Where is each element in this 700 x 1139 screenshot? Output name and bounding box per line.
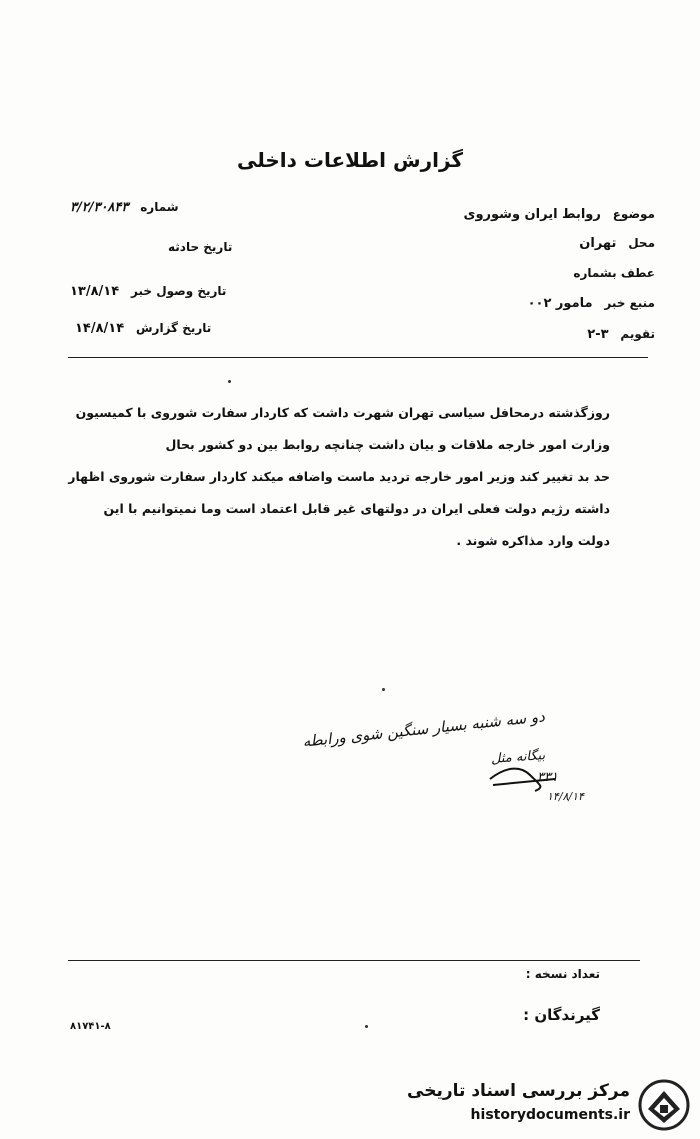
handwritten-line-2: بیگانه مثل <box>490 748 546 767</box>
body-line: وزارت امور خارجه ملاقات و بیان داشت چنانچه روابط بین دو کشور بحال <box>165 437 610 452</box>
subject-value: روابط ایران وشوروی <box>463 207 601 222</box>
body-line: داشته رژیم دولت فعلی ایران در دولتهای غیر قابل اعتماد است وما نمیتوانیم با این <box>103 501 610 516</box>
watermark-url: historydocuments.ir <box>470 1107 630 1123</box>
subject-field <box>464 207 655 222</box>
number-field <box>70 200 179 215</box>
reference-label: عطف بشماره <box>573 266 655 280</box>
watermark-logo <box>407 1075 692 1133</box>
stray-dot <box>228 380 231 383</box>
copies-field: تعداد نسخه : <box>525 967 600 981</box>
news-received-date-field <box>70 284 226 299</box>
source-value: مامور ۰۰۲ <box>527 296 593 311</box>
source-field <box>528 296 655 311</box>
location-label: محل <box>628 236 655 250</box>
news-received-date-label: تاریخ وصول خبر <box>131 284 227 298</box>
body-line: دولت وارد مذاکره شوند . <box>456 533 610 548</box>
number-value: ۳/۲/۳۰۸۴۳ <box>70 200 129 215</box>
document-title: گزارش اطلاعات داخلی <box>236 148 464 172</box>
source-label: منبع خبر <box>604 296 655 310</box>
archive-emblem-icon <box>638 1079 690 1131</box>
reference-field <box>573 266 655 280</box>
watermark-org-name: مرکز بررسی اسناد تاریخی <box>407 1081 630 1101</box>
stray-dot <box>382 688 385 691</box>
subject-label: موضوع <box>612 207 655 221</box>
incident-date-field <box>168 240 232 254</box>
handwritten-line-1: دو سه شنبه بسیار سنگین شوی ورابطه <box>301 707 546 751</box>
header-divider <box>68 357 648 358</box>
news-received-date-value: ۱۳/۸/۱۴ <box>70 284 120 299</box>
report-body <box>68 397 610 557</box>
report-date-label: تاریخ گزارش <box>136 321 212 335</box>
report-date-value: ۱۴/۸/۱۴ <box>75 321 125 336</box>
document-code: ۸۱۷۴۱-۸ <box>70 1021 111 1032</box>
incident-date-label: تاریخ حادثه <box>168 240 233 254</box>
body-line: حد بد تغییر کند وزیر امور خارجه تردید ماست واضافه میکند کاردار سفارت شوروی اظهار <box>68 469 610 484</box>
signature-number: ۳۳۱ <box>537 770 558 785</box>
evaluation-value: ۳-۲ <box>587 327 609 342</box>
footer-divider <box>68 960 640 961</box>
report-date-field <box>75 321 211 336</box>
body-line: روزگذشته درمحافل سیاسی تهران شهرت داشت که کاردار سفارت شوروی با کمیسیون <box>75 405 610 420</box>
stray-dot <box>365 1025 368 1028</box>
number-label: شماره <box>140 200 179 214</box>
signature-date: ۱۴/۸/۱۴ <box>547 790 584 803</box>
evaluation-label: تقویم <box>620 327 655 341</box>
location-value: تهران <box>579 236 617 251</box>
evaluation-field <box>587 327 655 342</box>
recipients-field: گیرندگان : <box>523 1006 600 1024</box>
location-field <box>579 236 655 251</box>
